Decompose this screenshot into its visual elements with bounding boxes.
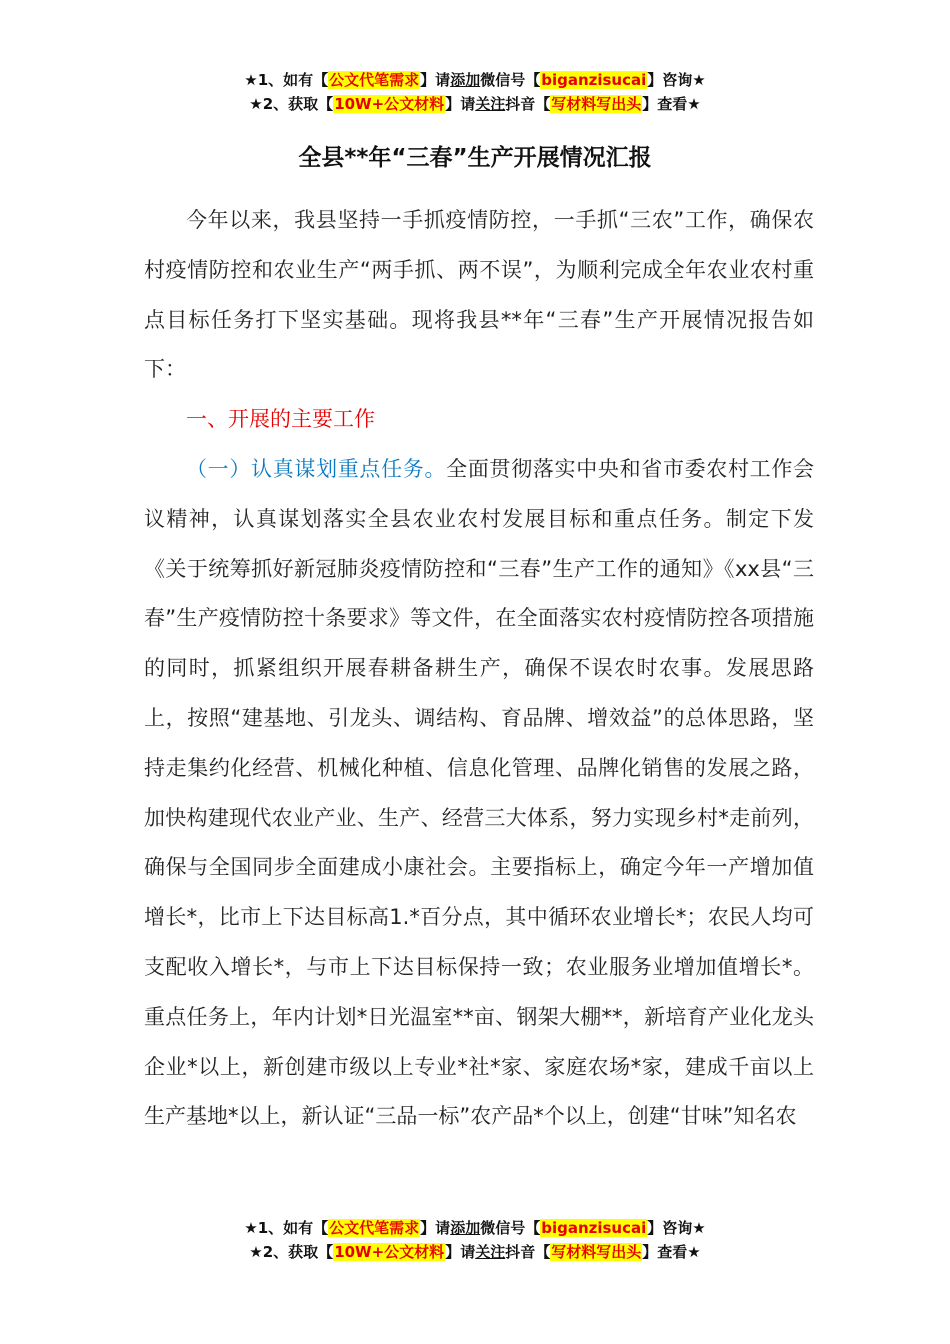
- document-body: [144, 196, 814, 1142]
- underlined-text: 添加: [450, 71, 481, 89]
- highlight-text: biganzisucai: [541, 71, 647, 89]
- banner-line-1: [0, 1216, 950, 1240]
- subsection-heading: （一）认真谋划重点任务。: [186, 456, 447, 481]
- highlight-text: 10W+公文材料: [334, 1243, 445, 1261]
- banner-text: 】查看★: [642, 1243, 701, 1261]
- highlight-text: 写材料写出头: [551, 1243, 642, 1261]
- banner-text: 】请: [420, 1219, 451, 1237]
- underlined-text: 添加: [450, 1219, 481, 1237]
- banner-text: ★1、如有【: [244, 1219, 329, 1237]
- banner-text: 微信号【: [480, 1219, 541, 1237]
- banner-line-2: [0, 92, 950, 116]
- subsection-paragraph: [144, 445, 814, 1142]
- banner-text: 抖音【: [505, 1243, 551, 1261]
- banner-text: 】查看★: [642, 95, 701, 113]
- banner-text: 微信号【: [480, 71, 541, 89]
- subsection-text: 全面贯彻落实中央和省市委农村工作会议精神，认真谋划落实全县农业农村发展目标和重点任务。制定下发《关于统筹抓好新冠肺炎疫情防控和“三春”生产工作的通知》《xx县“三春”生产疫情防控十条要求》等文件，在全面落实农村疫情防控各项措施的同时，抓紧组织开展春耕备耕生产，确保不误农时农事。发展思路上，按照“建基地、引龙头、调结构、育品牌、增效益”的总体思路，坚持走集约化经营、机械化种植、信息化管理、品牌化销售的发展之路，加快构建现代农业产业、生产、经营三大体系，努力实现乡村*走前列，确保与全国同步全面建成小康社会。主要指标上，确定今年一产增加值增长*，比市上下达目标高1.*百分点，其中循环农业增长*；农民人均可支配收入增长*，与市上下达目标保持一致；农业服务业增加值增长*。重点任务上，年内计划*日光温室**亩、钢架大棚**，新培育产业化龙头企业*以上，新创建市级以上专业*社*家、家庭农场*家，建成千亩以上生产基地*以上，新认证“三品一标”农产品*个以上，创建“甘味”知名农: [144, 456, 815, 1129]
- document-title: 全县**年“三春”生产开展情况汇报: [298, 145, 652, 171]
- banner-text: 】请: [445, 1243, 476, 1261]
- banner-text: 】请: [445, 95, 476, 113]
- banner-line-1: [0, 68, 950, 92]
- banner-text: 】咨询★: [647, 71, 706, 89]
- section-heading: 一、开展的主要工作: [186, 407, 375, 432]
- highlight-text: biganzisucai: [541, 1219, 647, 1237]
- underlined-text: 关注: [475, 1243, 506, 1261]
- highlight-text: 公文代笔需求: [329, 71, 420, 89]
- footer-banner: [0, 1216, 950, 1264]
- highlight-text: 写材料写出头: [551, 95, 642, 113]
- highlight-text: 10W+公文材料: [334, 95, 445, 113]
- banner-text: 抖音【: [505, 95, 551, 113]
- banner-text: 】咨询★: [647, 1219, 706, 1237]
- banner-text: ★2、获取【: [249, 95, 334, 113]
- banner-line-2: [0, 1240, 950, 1264]
- intro-paragraph: 今年以来，我县坚持一手抓疫情防控，一手抓“三农”工作，确保农村疫情防控和农业生产“两手抓、两不误”，为顺利完成全年农业农村重点目标任务打下坚实基础。现将我县**年“三春”生产开展情况报告如下：: [144, 208, 814, 382]
- header-banner: [0, 68, 950, 116]
- highlight-text: 公文代笔需求: [329, 1219, 420, 1237]
- banner-text: ★2、获取【: [249, 1243, 334, 1261]
- banner-text: ★1、如有【: [244, 71, 329, 89]
- banner-text: 】请: [420, 71, 451, 89]
- underlined-text: 关注: [475, 95, 506, 113]
